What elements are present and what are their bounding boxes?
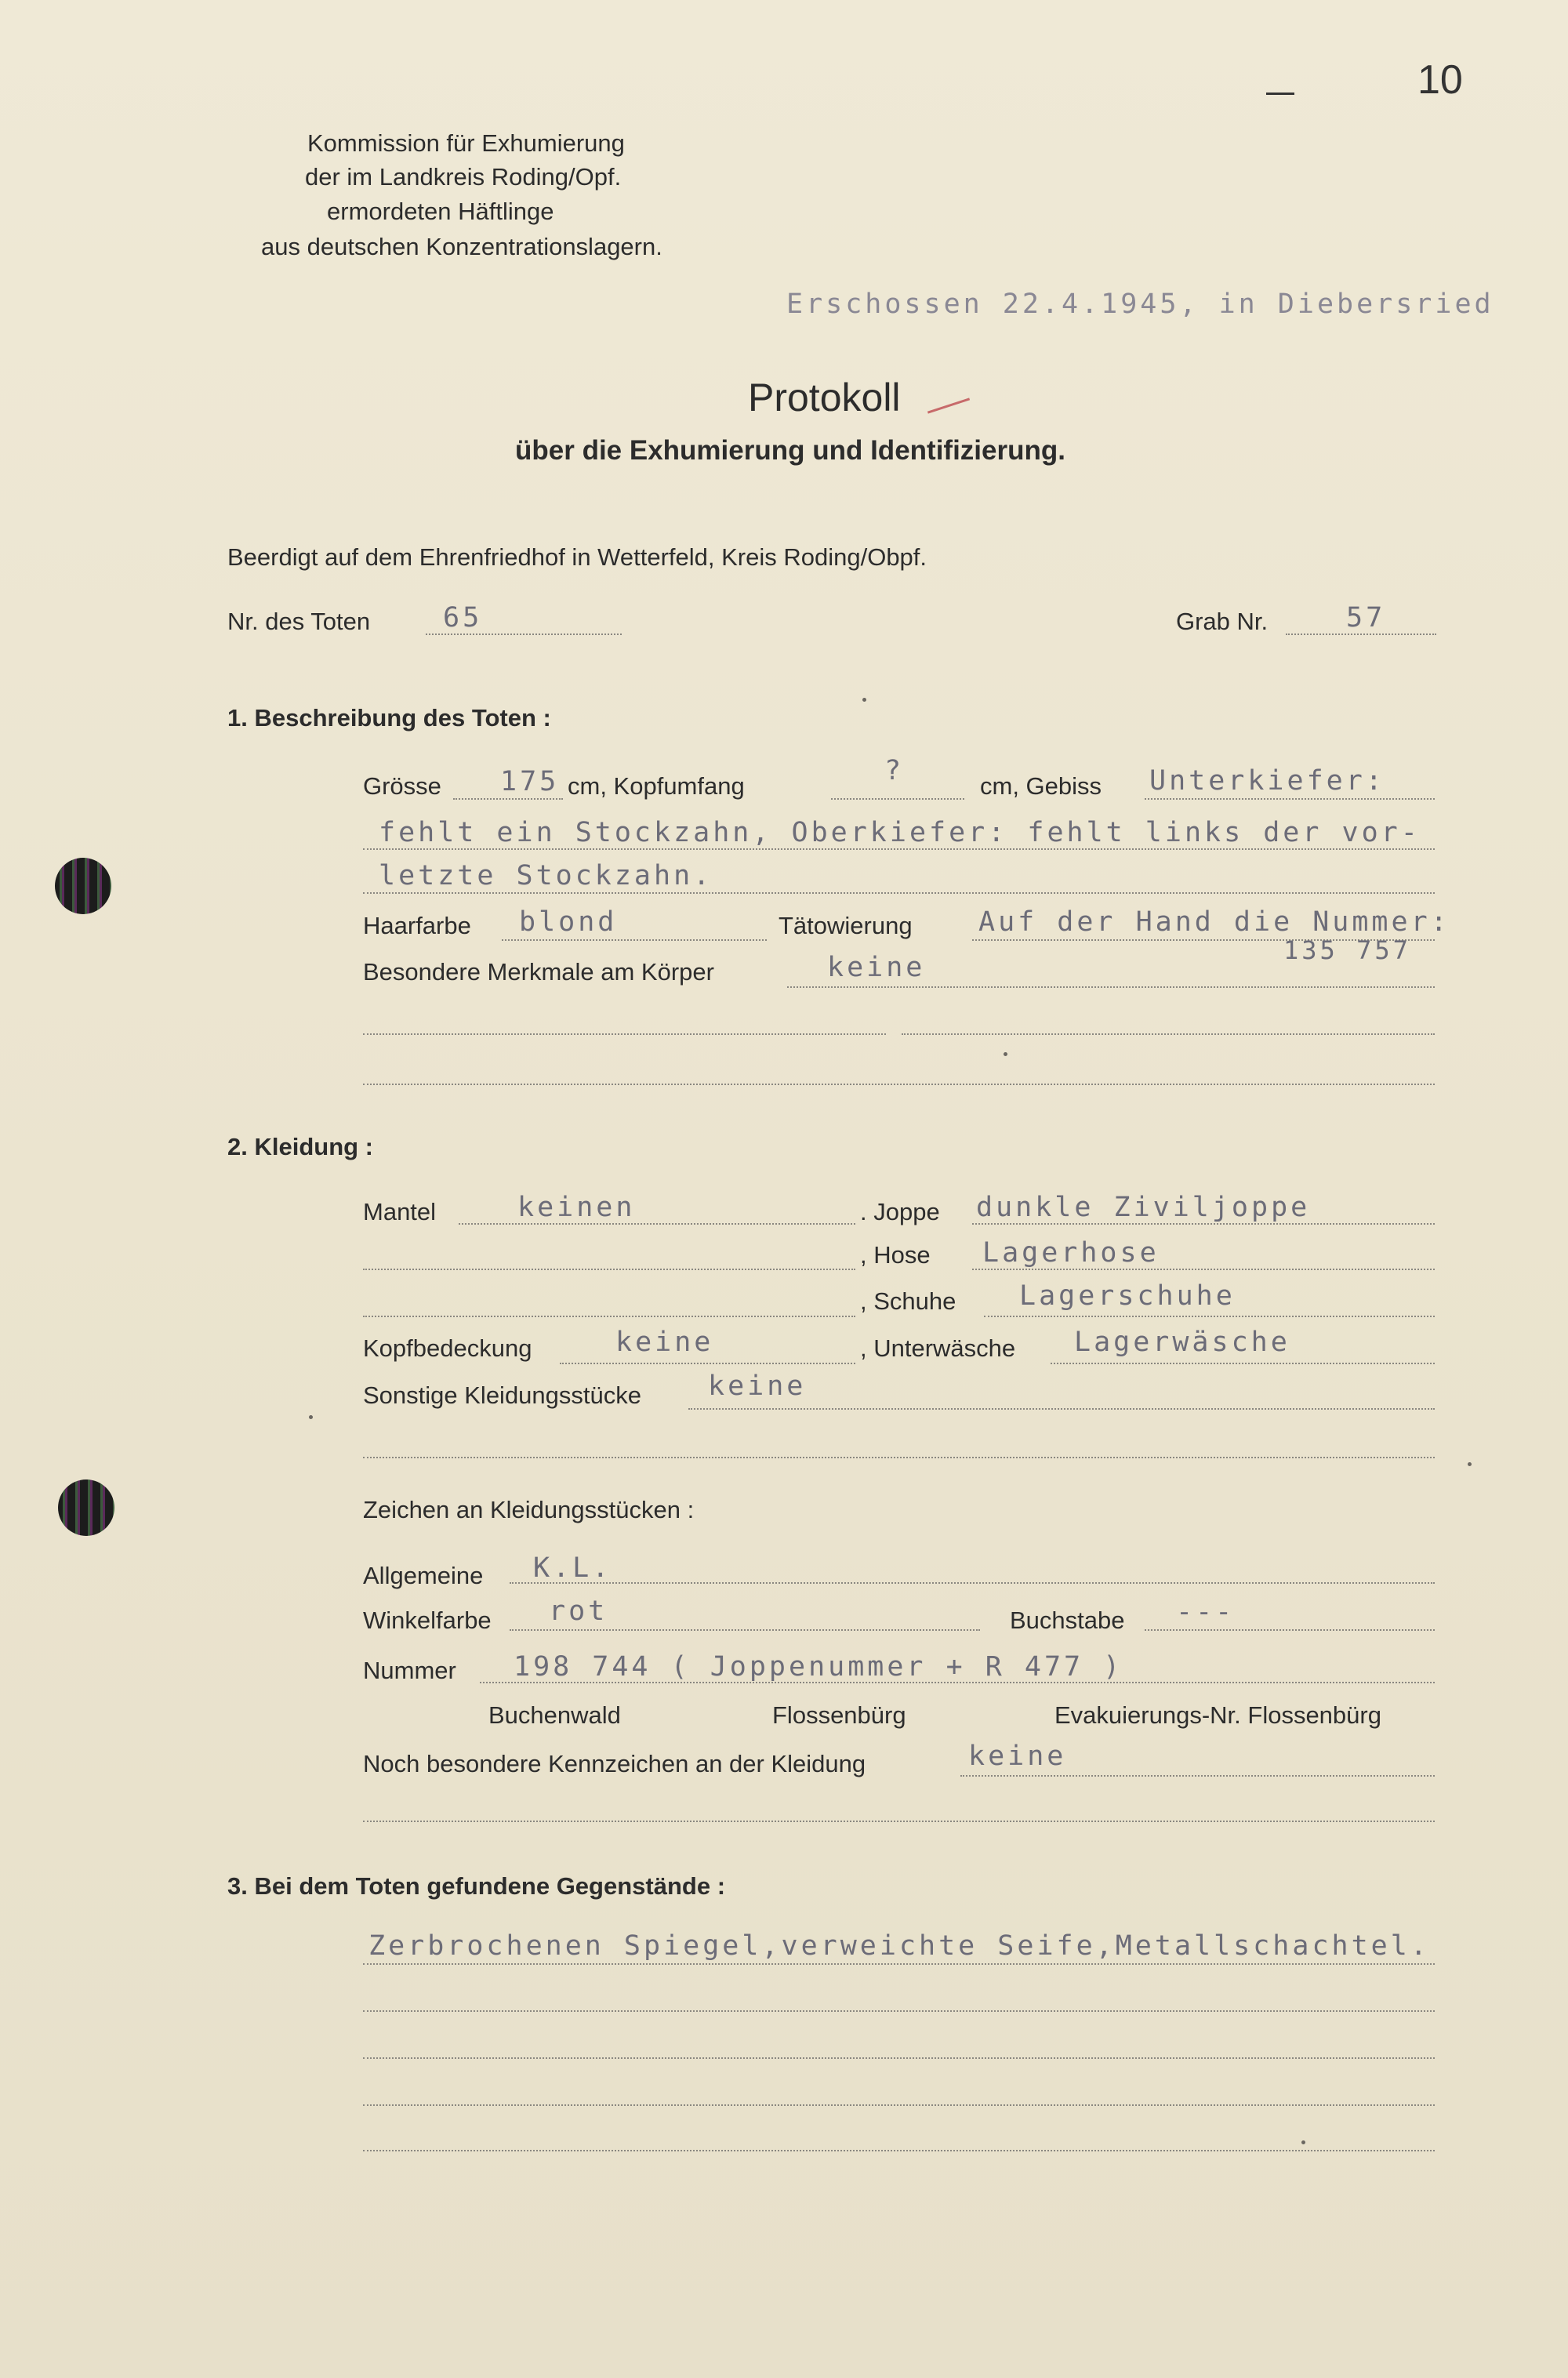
- merkmale-value: keine: [827, 952, 926, 983]
- haarfarbe-label: Haarfarbe: [363, 912, 471, 939]
- commission-line-4: aus deutschen Konzentrationslagern.: [261, 233, 662, 260]
- kopfumfang-value: ?: [884, 755, 905, 786]
- joppe-value: dunkle Ziviljoppe: [976, 1192, 1311, 1223]
- joppe-label: . Joppe: [860, 1198, 940, 1225]
- punch-hole-bottom: [58, 1479, 114, 1536]
- column-buchenwald: Buchenwald: [488, 1701, 621, 1729]
- column-flossenbuerg: Flossenbürg: [772, 1701, 906, 1729]
- gebiss-value-1: Unterkiefer:: [1149, 765, 1385, 797]
- kopfbedeckung-label: Kopfbedeckung: [363, 1334, 532, 1362]
- cm-gebiss-label: cm, Gebiss: [980, 772, 1102, 800]
- nummer-value: 198 744 ( Joppenummer + R 477 ): [514, 1651, 1123, 1683]
- merkmale-label: Besondere Merkmale am Körper: [363, 958, 714, 986]
- nr-label: Nr. des Toten: [227, 608, 371, 635]
- schuhe-label: , Schuhe: [860, 1287, 956, 1315]
- commission-line-2: der im Landkreis Roding/Opf.: [305, 163, 622, 191]
- page-number: 10: [1417, 57, 1463, 103]
- section-1-heading: 1. Beschreibung des Toten :: [227, 704, 551, 732]
- zeichen-label: Zeichen an Kleidungsstücken :: [363, 1496, 695, 1523]
- mantel-label: Mantel: [363, 1198, 437, 1225]
- sonstige-label: Sonstige Kleidungsstücke: [363, 1381, 642, 1409]
- winkelfarbe-value: rot: [549, 1596, 608, 1627]
- cm-kopfumfang-label: cm, Kopfumfang: [568, 772, 745, 800]
- section-3-heading: 3. Bei dem Toten gefundene Gegenstände :: [227, 1872, 726, 1900]
- buchstabe-label: Buchstabe: [1010, 1607, 1125, 1634]
- unterwaesche-label: , Unterwäsche: [860, 1334, 1016, 1362]
- grab-value: 57: [1346, 602, 1386, 634]
- grab-label: Grab Nr.: [1176, 608, 1269, 635]
- taetowierung-value-1: Auf der Hand die Nummer:: [978, 906, 1450, 938]
- allgemeine-value: K.L.: [533, 1552, 612, 1584]
- haarfarbe-value: blond: [519, 906, 618, 938]
- document-title: Protokoll: [748, 376, 901, 419]
- hose-value: Lagerhose: [982, 1237, 1160, 1269]
- groesse-label: Grösse: [363, 772, 441, 800]
- commission-line-1: Kommission für Exhumierung: [307, 129, 625, 157]
- winkelfarbe-label: Winkelfarbe: [363, 1607, 492, 1634]
- gegenstaende-value: Zerbrochenen Spiegel,verweichte Seife,Metallschachtel.: [368, 1930, 1430, 1962]
- groesse-value: 175: [500, 766, 560, 797]
- column-evakuierungs-nr: Evakuierungs-Nr. Flossenbürg: [1054, 1701, 1381, 1729]
- buchstabe-value: ---: [1176, 1596, 1236, 1628]
- allgemeine-label: Allgemeine: [363, 1562, 484, 1589]
- burial-location: Beerdigt auf dem Ehrenfriedhof in Wetterfeld, Kreis Roding/Obpf.: [227, 543, 927, 571]
- typed-execution-note: Erschossen 22.4.1945, in Diebersried: [786, 289, 1494, 320]
- document-subtitle: über die Exhumierung und Identifizierung.: [515, 435, 1065, 466]
- commission-line-3: ermordeten Häftlinge: [327, 198, 554, 225]
- sonstige-value: keine: [708, 1371, 807, 1402]
- nr-value: 65: [443, 602, 483, 634]
- pencil-dash: [1266, 93, 1294, 95]
- gebiss-value-2: fehlt ein Stockzahn, Oberkiefer: fehlt links der vor-: [379, 817, 1421, 848]
- punch-hole-top: [55, 858, 111, 914]
- nummer-label: Nummer: [363, 1657, 456, 1684]
- section-2-heading: 2. Kleidung :: [227, 1133, 373, 1160]
- unterwaesche-value: Lagerwäsche: [1074, 1327, 1290, 1358]
- noch-kennzeichen-label: Noch besondere Kennzeichen an der Kleidung: [363, 1750, 866, 1777]
- mantel-value: keinen: [517, 1192, 636, 1223]
- taetowierung-label: Tätowierung: [779, 912, 913, 939]
- red-pencil-mark: [927, 398, 970, 413]
- schuhe-value: Lagerschuhe: [1019, 1280, 1236, 1312]
- hose-label: , Hose: [860, 1241, 931, 1269]
- taetowierung-value-2: 135 757: [1283, 935, 1411, 965]
- kopfbedeckung-value: keine: [615, 1327, 714, 1358]
- gebiss-value-3: letzte Stockzahn.: [379, 860, 713, 891]
- noch-kennzeichen-value: keine: [968, 1741, 1067, 1772]
